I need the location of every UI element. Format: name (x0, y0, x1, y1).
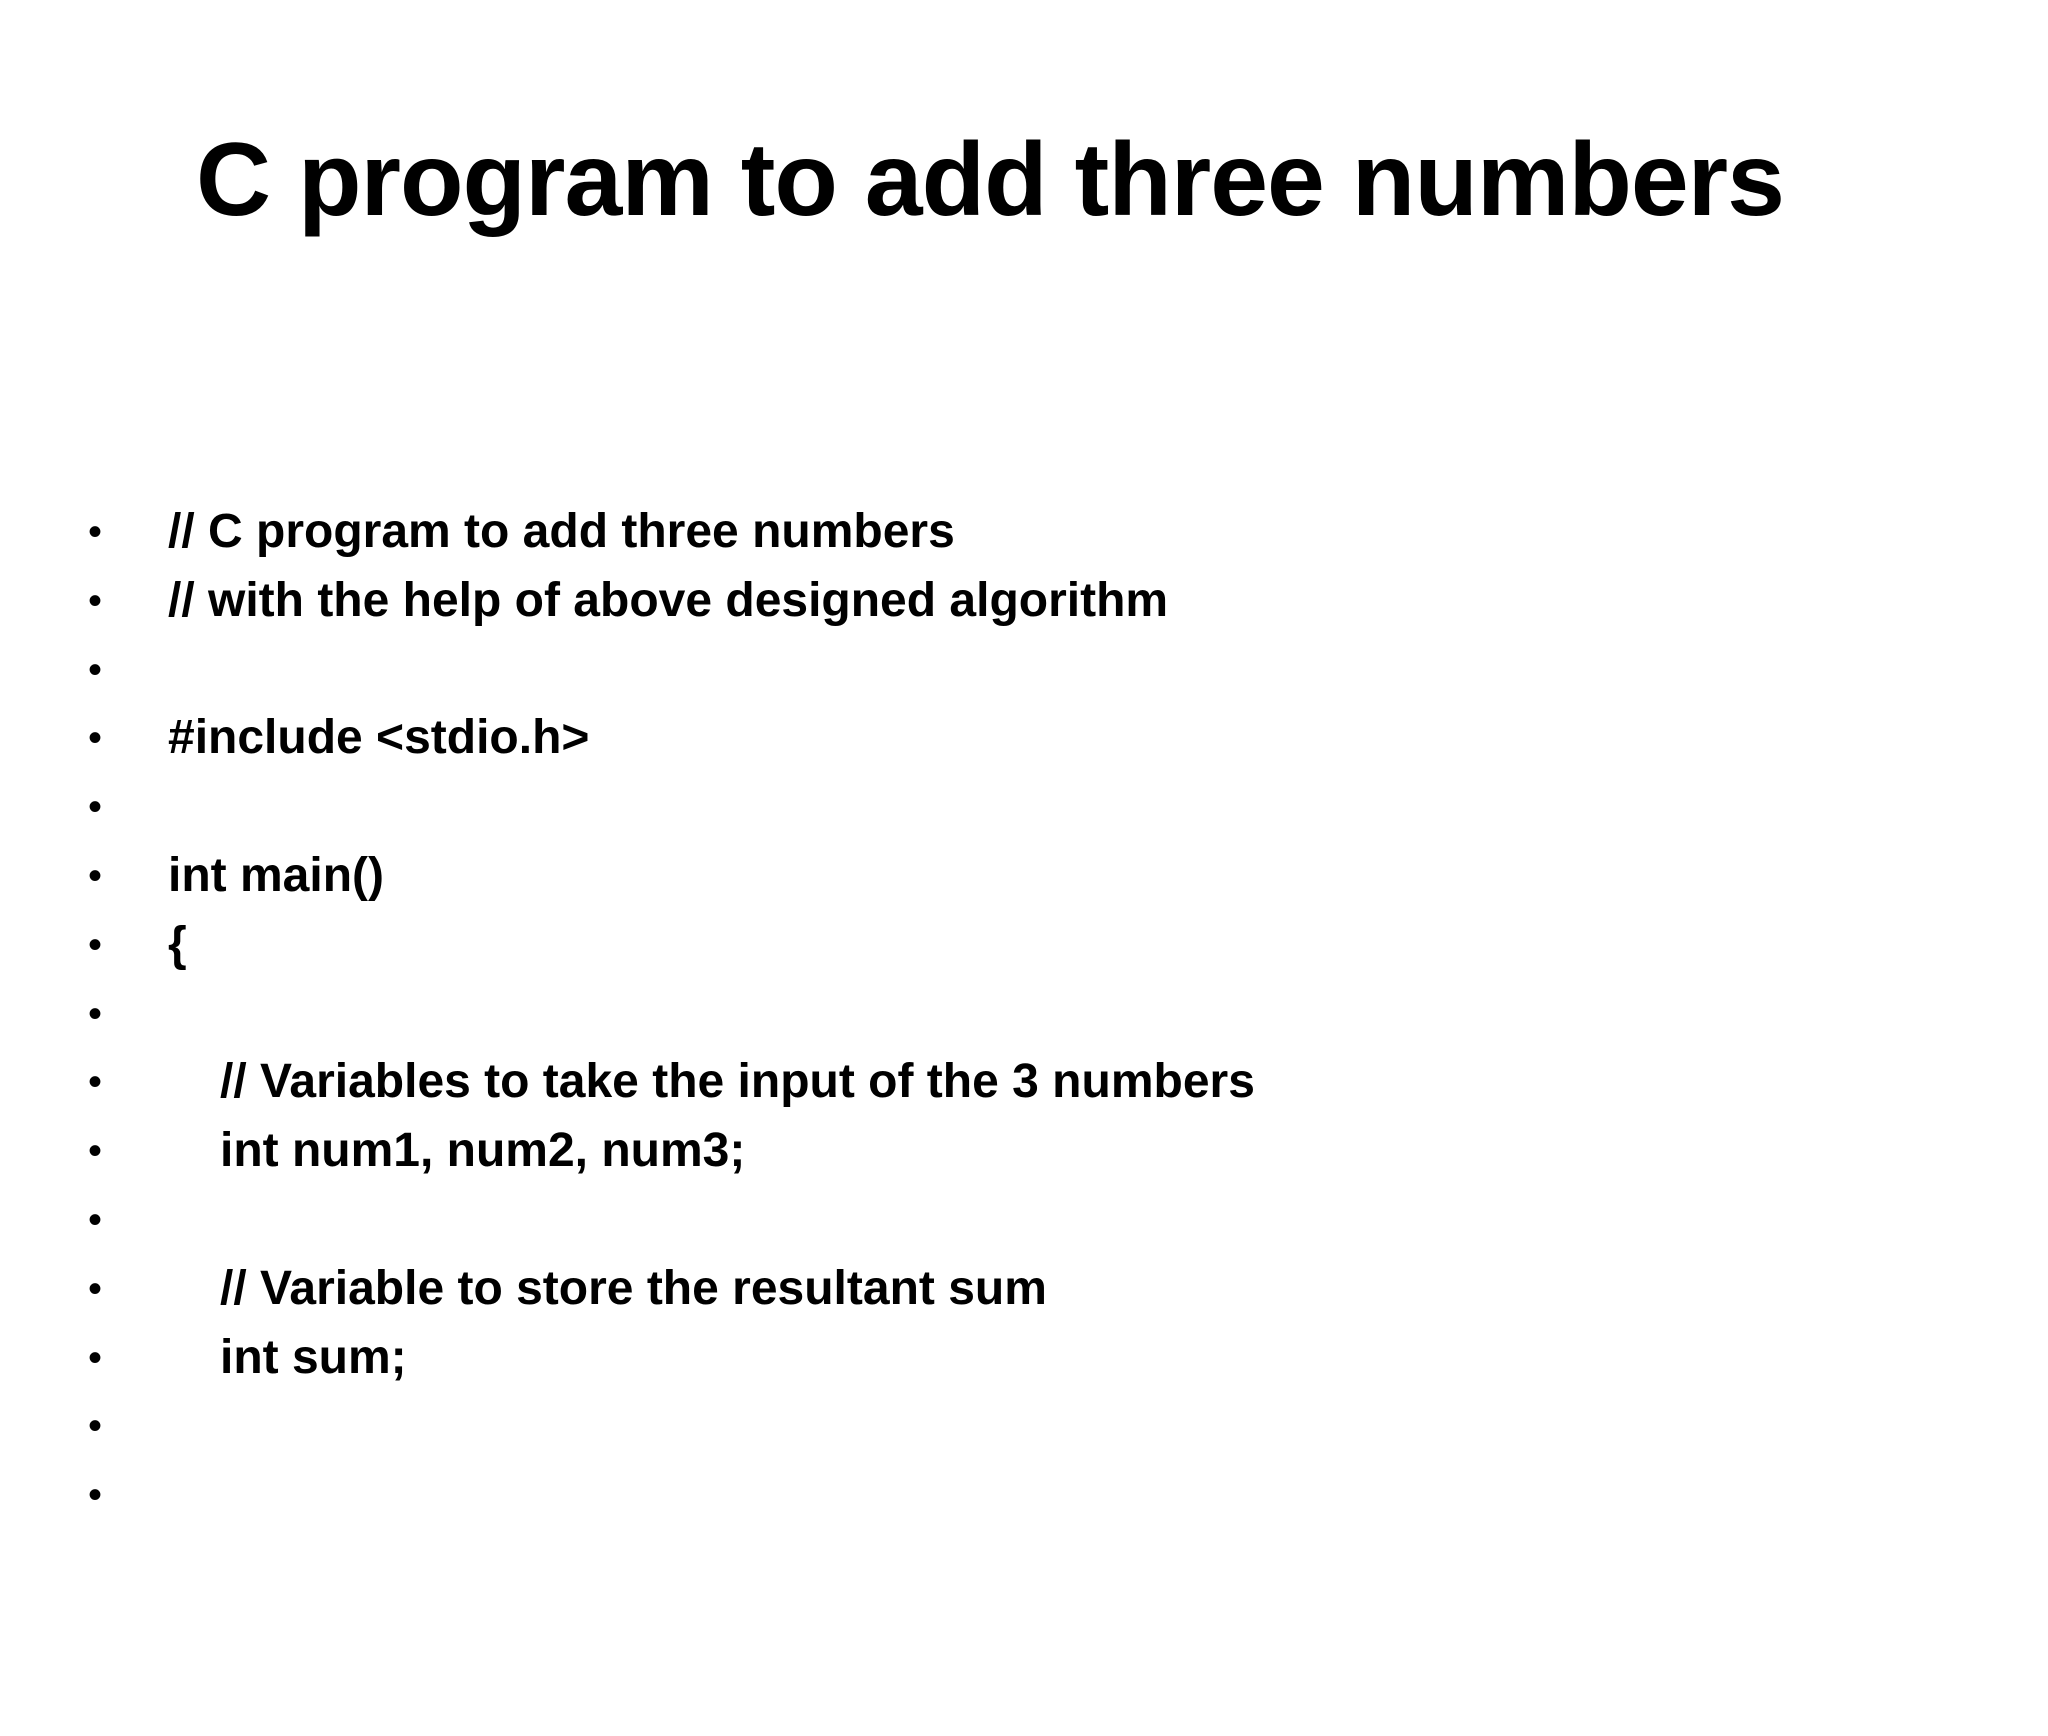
bullet-icon: • (88, 647, 103, 692)
slide-title: C program to add three numbers (196, 122, 1784, 238)
bullet-icon: • (88, 578, 103, 623)
code-line: { (168, 917, 187, 971)
bullet-icon: • (88, 991, 103, 1036)
bullet-icon: • (88, 1473, 103, 1518)
code-line: // Variables to take the input of the 3 numbers (220, 1055, 1255, 1109)
bullet-line-3 (0, 636, 2048, 705)
code-line: // with the help of above designed algorithm (168, 573, 1169, 627)
bullet-icon: • (88, 853, 103, 898)
bullet-icon: • (88, 1266, 103, 1311)
bullet-line-11 (0, 1186, 2048, 1255)
bullet-icon: • (88, 1335, 103, 1380)
bullet-icon: • (88, 716, 103, 761)
bullet-line-14 (0, 1392, 2048, 1461)
code-line: int sum; (220, 1330, 407, 1384)
bullet-line-7 (0, 911, 2048, 980)
code-line: // C program to add three numbers (168, 505, 955, 558)
bullet-line-1 (0, 498, 2048, 567)
bullet-icon: • (88, 1129, 103, 1174)
bullet-icon: • (88, 510, 103, 554)
bullet-line-5 (0, 773, 2048, 842)
bullet-icon: • (88, 1060, 103, 1105)
code-line: int num1, num2, num3; (220, 1124, 746, 1178)
bullet-icon: • (88, 922, 103, 967)
bullet-line-15 (0, 1461, 2048, 1530)
bullet-icon: • (88, 1197, 103, 1242)
code-line: // Variable to store the resultant sum (220, 1261, 1047, 1315)
bullet-line-12 (0, 1255, 2048, 1324)
code-line: #include <stdio.h> (168, 711, 590, 765)
bullet-line-13 (0, 1324, 2048, 1393)
bullet-line-8 (0, 980, 2048, 1049)
code-bullet-list (0, 498, 2048, 1530)
bullet-line-6 (0, 842, 2048, 911)
bullet-line-10 (0, 1117, 2048, 1186)
bullet-line-2 (0, 567, 2048, 636)
bullet-line-4 (0, 704, 2048, 773)
bullet-icon: • (88, 785, 103, 830)
code-line: int main() (168, 848, 384, 902)
bullet-icon: • (88, 1404, 103, 1449)
bullet-line-9 (0, 1048, 2048, 1117)
